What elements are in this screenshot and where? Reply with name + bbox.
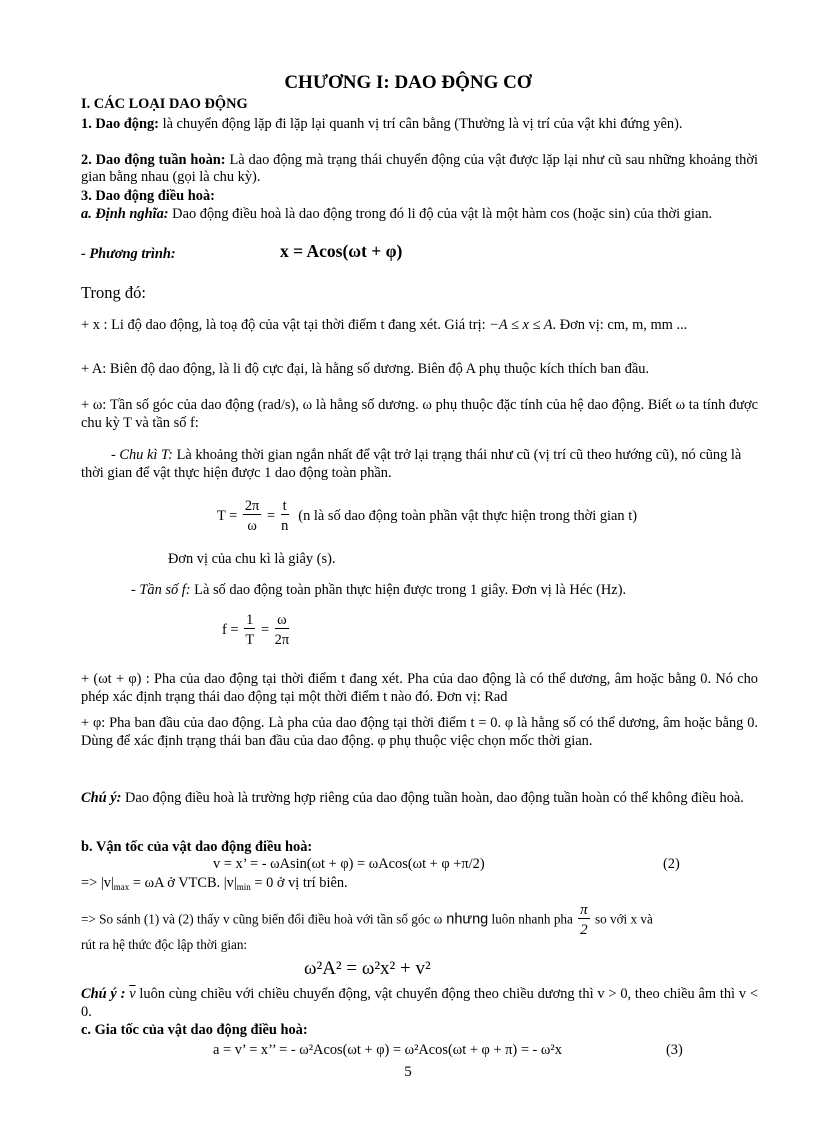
section-heading: I. CÁC LOẠI DAO ĐỘNG	[81, 96, 248, 112]
numerator: π	[580, 902, 588, 918]
equation-number: (2)	[663, 856, 680, 872]
formula-note: (n là số dao động toàn phần vật thực hiện trong thời gian t)	[298, 507, 638, 524]
x-text: + x : Li độ dao động, là toạ độ của vật tại thời điểm t đang xét. Giá trị:	[81, 317, 490, 333]
definition-dieu-hoa	[81, 206, 758, 223]
formula-lhs: T =	[217, 507, 238, 524]
note-text: Dao động điều hoà là trường hợp riêng của dao động tuần hoàn, dao động tuần hoàn có thể không điều hoà.	[121, 790, 744, 806]
denominator: 2	[580, 922, 588, 938]
text: nhưng	[442, 911, 489, 928]
numerator: t	[282, 498, 287, 514]
fraction	[281, 498, 289, 535]
acceleration-heading: c. Gia tốc của vật dao động điều hoà:	[81, 1022, 308, 1038]
definition-dao-dong	[81, 116, 758, 133]
term-label: - Chu kì T:	[111, 447, 173, 463]
equals-sign: =	[260, 621, 270, 638]
note-label: Chú ý :	[81, 986, 126, 1002]
velocity-comparison-cont: rút ra hệ thức độc lập thời gian:	[81, 937, 248, 952]
term-text: là chuyển động lặp đi lặp lại quanh vị trí cân bằng (Thường là vị trí của vật khi đứng yên).	[158, 116, 683, 132]
where-label: Trong đó:	[81, 283, 146, 302]
denominator: T	[245, 632, 255, 648]
term-label: a. Định nghĩa:	[81, 206, 169, 222]
term-text: Là số dao động toàn phần thực hiện được trong 1 giây. Đơn vị là Héc (Hz).	[190, 582, 627, 598]
term-text: Là dao động mà trạng thái chuyển động của vật được lặp lại như cũ sau những khoảng thời gian bằng nhau (gọi là chu kỳ).	[81, 152, 758, 185]
term-text: Dao động điều hoà là dao động trong đó li độ của vật là một hàm cos (hoặc sin) của thời gian.	[168, 206, 713, 222]
denominator: n	[281, 518, 289, 534]
main-equation: x = Acos(ωt + φ)	[280, 241, 403, 261]
period-formula	[217, 498, 637, 535]
velocity-formula: v = x’ = - ωAsin(ωt + φ) = ωAcos(ωt + φ +π/2)	[213, 856, 485, 872]
term-label: 1. Dao động:	[81, 116, 159, 132]
text: so với x và	[594, 911, 653, 927]
equation-number: (3)	[666, 1042, 683, 1058]
formula-lhs: f =	[222, 621, 239, 638]
phase-description: + (ωt + φ) : Pha của dao động tại thời điểm t đang xét. Pha của dao động là có thể dương, âm hoặc bằng 0. Nó cho phép xác định trạng thái dao động tại một thời điểm t nào đó. Đơn vị: Rad	[81, 671, 758, 705]
velocity-comparison	[81, 902, 653, 939]
numerator: 1	[246, 612, 254, 628]
fraction	[578, 902, 590, 939]
numerator: 2π	[244, 498, 260, 514]
denominator: ω	[247, 518, 257, 534]
term-label: - Tần số f:	[131, 582, 191, 598]
acceleration-formula: a = v’ = x’’ = - ω²Acos(ωt + φ) = ω²Acos(ωt + φ + π) = - ω²x	[213, 1042, 562, 1058]
period-unit: Đơn vị của chu kì là giây (s).	[168, 551, 336, 567]
chapter-title: CHƯƠNG I: DAO ĐỘNG CƠ	[284, 72, 532, 93]
velocity-extremes	[81, 875, 348, 896]
A-description: + A: Biên độ dao động, là li độ cực đại, là hằng số dương. Biên độ A phụ thuộc kích thích ban đầu.	[81, 361, 650, 377]
text: => |v|	[81, 875, 114, 891]
term-text: Là khoảng thời gian ngắn nhất để vật trở lại trạng thái như cũ (vị trí cũ theo hướng cũ), nó cũng là thời gian để vật thực hiện được 1 dao động toàn phần.	[81, 447, 742, 481]
numerator: ω	[275, 612, 289, 629]
x-inequality: −A ≤ x ≤ A	[489, 317, 553, 333]
text: => So sánh (1) và (2) thấy v cũng biến đổi điều hoà với tần số góc ω	[81, 911, 443, 927]
note-1	[81, 789, 758, 807]
subscript: max	[113, 882, 130, 892]
independent-relation: ω²A² = ω²x² + v²	[304, 958, 431, 979]
subsection-heading: 3. Dao động điều hoà:	[81, 188, 215, 204]
definition-tuan-hoan	[81, 152, 758, 186]
frequency-description	[131, 582, 626, 599]
text: luôn nhanh pha	[488, 911, 573, 927]
term-label: 2. Dao động tuần hoàn:	[81, 152, 226, 168]
fraction	[243, 498, 261, 535]
omega-description: + ω: Tần số góc của dao động (rad/s), ω là hằng số dương. ω phụ thuộc đặc tính của hệ dao động. Biết ω ta tính được chu kỳ T và tần số f:	[81, 397, 758, 431]
x-unit: . Đơn vị: cm, m, mm ...	[552, 317, 688, 333]
velocity-heading: b. Vận tốc của vật dao động điều hoà:	[81, 839, 313, 855]
frequency-formula	[222, 612, 291, 649]
fraction	[244, 612, 255, 649]
text: = 0 ở vị trí biên.	[250, 875, 348, 891]
equation-label: - Phương trình:	[81, 246, 176, 262]
text: = ωA ở VTCB. |v|	[129, 875, 237, 891]
page-number: 5	[404, 1064, 412, 1080]
note-label: Chú ý:	[81, 790, 122, 806]
note-2	[81, 985, 758, 1021]
fraction	[275, 612, 289, 649]
x-description	[81, 316, 751, 334]
note-text: luôn cùng chiều với chiều chuyển động, vật chuyển động theo chiều dương thì v > 0, theo chiều âm thì v < 0.	[81, 986, 758, 1020]
period-description	[81, 446, 758, 482]
subscript: min	[236, 882, 251, 892]
vector-v: $\overline{v}$	[129, 986, 136, 1002]
equals-sign: =	[266, 507, 276, 524]
initial-phase-description: + φ: Pha ban đầu của dao động. Là pha của dao động tại thời điểm t = 0. φ là hằng số có thể dương, âm hoặc bằng 0. Dùng để xác định trạng thái ban đầu của dao động. φ phụ thuộc việc chọn mốc thời gian.	[81, 715, 758, 749]
denominator: 2π	[274, 632, 290, 648]
